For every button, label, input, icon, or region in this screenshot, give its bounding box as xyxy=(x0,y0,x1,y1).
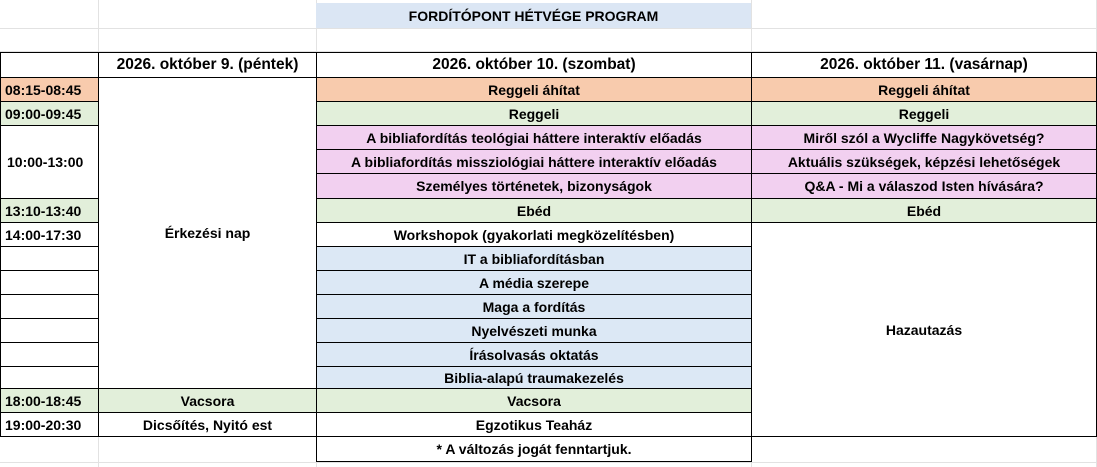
friday-arrival-cell: Érkezési nap xyxy=(98,77,317,389)
sunday-talk: Miről szól a Wycliffe Nagykövetség? xyxy=(751,125,1097,150)
saturday-workshops-header: Workshopok (gyakorlati megközelítésben) xyxy=(316,222,752,247)
saturday-lunch: Ebéd xyxy=(316,198,752,223)
time-slot: 14:00-17:30 xyxy=(0,222,99,247)
friday-worship: Dicsőítés, Nyitó est xyxy=(98,412,317,437)
day-header-friday: 2026. október 9. (péntek) xyxy=(98,52,317,78)
time-slot: 09:00-09:45 xyxy=(0,101,99,126)
saturday-teahouse: Egzotikus Teaház xyxy=(316,412,752,437)
sunday-breakfast: Reggeli xyxy=(751,101,1097,126)
workshop-item: Nyelvészeti munka xyxy=(316,318,752,343)
sunday-lunch: Ebéd xyxy=(751,198,1097,223)
saturday-breakfast: Reggeli xyxy=(316,101,752,126)
empty-time-cell xyxy=(0,246,99,271)
empty-time-cell xyxy=(0,366,99,389)
empty-time-cell xyxy=(0,342,99,367)
page-title: FORDÍTÓPONT HÉTVÉGE PROGRAM xyxy=(316,3,751,28)
time-slot: 08:15-08:45 xyxy=(0,77,99,102)
workshop-item: Maga a fordítás xyxy=(316,294,752,319)
saturday-dinner: Vacsora xyxy=(316,388,752,413)
saturday-talk: A bibliafordítás teológiai háttere interaktív előadás xyxy=(316,125,752,150)
workshop-item: Írásolvasás oktatás xyxy=(316,342,752,367)
empty-time-cell xyxy=(0,318,99,343)
saturday-talk: A bibliafordítás missziológiai háttere interaktív előadás xyxy=(316,149,752,174)
workshop-item: A média szerepe xyxy=(316,270,752,295)
saturday-talk: Személyes történetek, bizonyságok xyxy=(316,173,752,199)
workshop-item: IT a bibliafordításban xyxy=(316,246,752,271)
sunday-talk: Q&A - Mi a válaszod Isten hívására? xyxy=(751,173,1097,199)
time-slot: 19:00-20:30 xyxy=(0,412,99,437)
day-header-saturday: 2026. október 10. (szombat) xyxy=(316,52,752,78)
sunday-departure: Hazautazás xyxy=(751,222,1097,437)
sunday-devotion: Reggeli áhítat xyxy=(751,77,1097,102)
saturday-devotion: Reggeli áhítat xyxy=(316,77,752,102)
corner-cell xyxy=(0,52,99,78)
workshop-item: Biblia-alapú traumakezelés xyxy=(316,366,752,389)
empty-time-cell xyxy=(0,294,99,319)
friday-dinner: Vacsora xyxy=(98,388,317,413)
time-slot: 13:10-13:40 xyxy=(0,198,99,223)
empty-time-cell xyxy=(0,270,99,295)
sunday-talk: Aktuális szükségek, képzési lehetőségek xyxy=(751,149,1097,174)
time-slot: 18:00-18:45 xyxy=(0,388,99,413)
day-header-sunday: 2026. október 11. (vasárnap) xyxy=(751,52,1097,78)
footnote: * A változás jogát fenntartjuk. xyxy=(316,436,752,462)
time-slot: 10:00-13:00 xyxy=(0,125,99,199)
